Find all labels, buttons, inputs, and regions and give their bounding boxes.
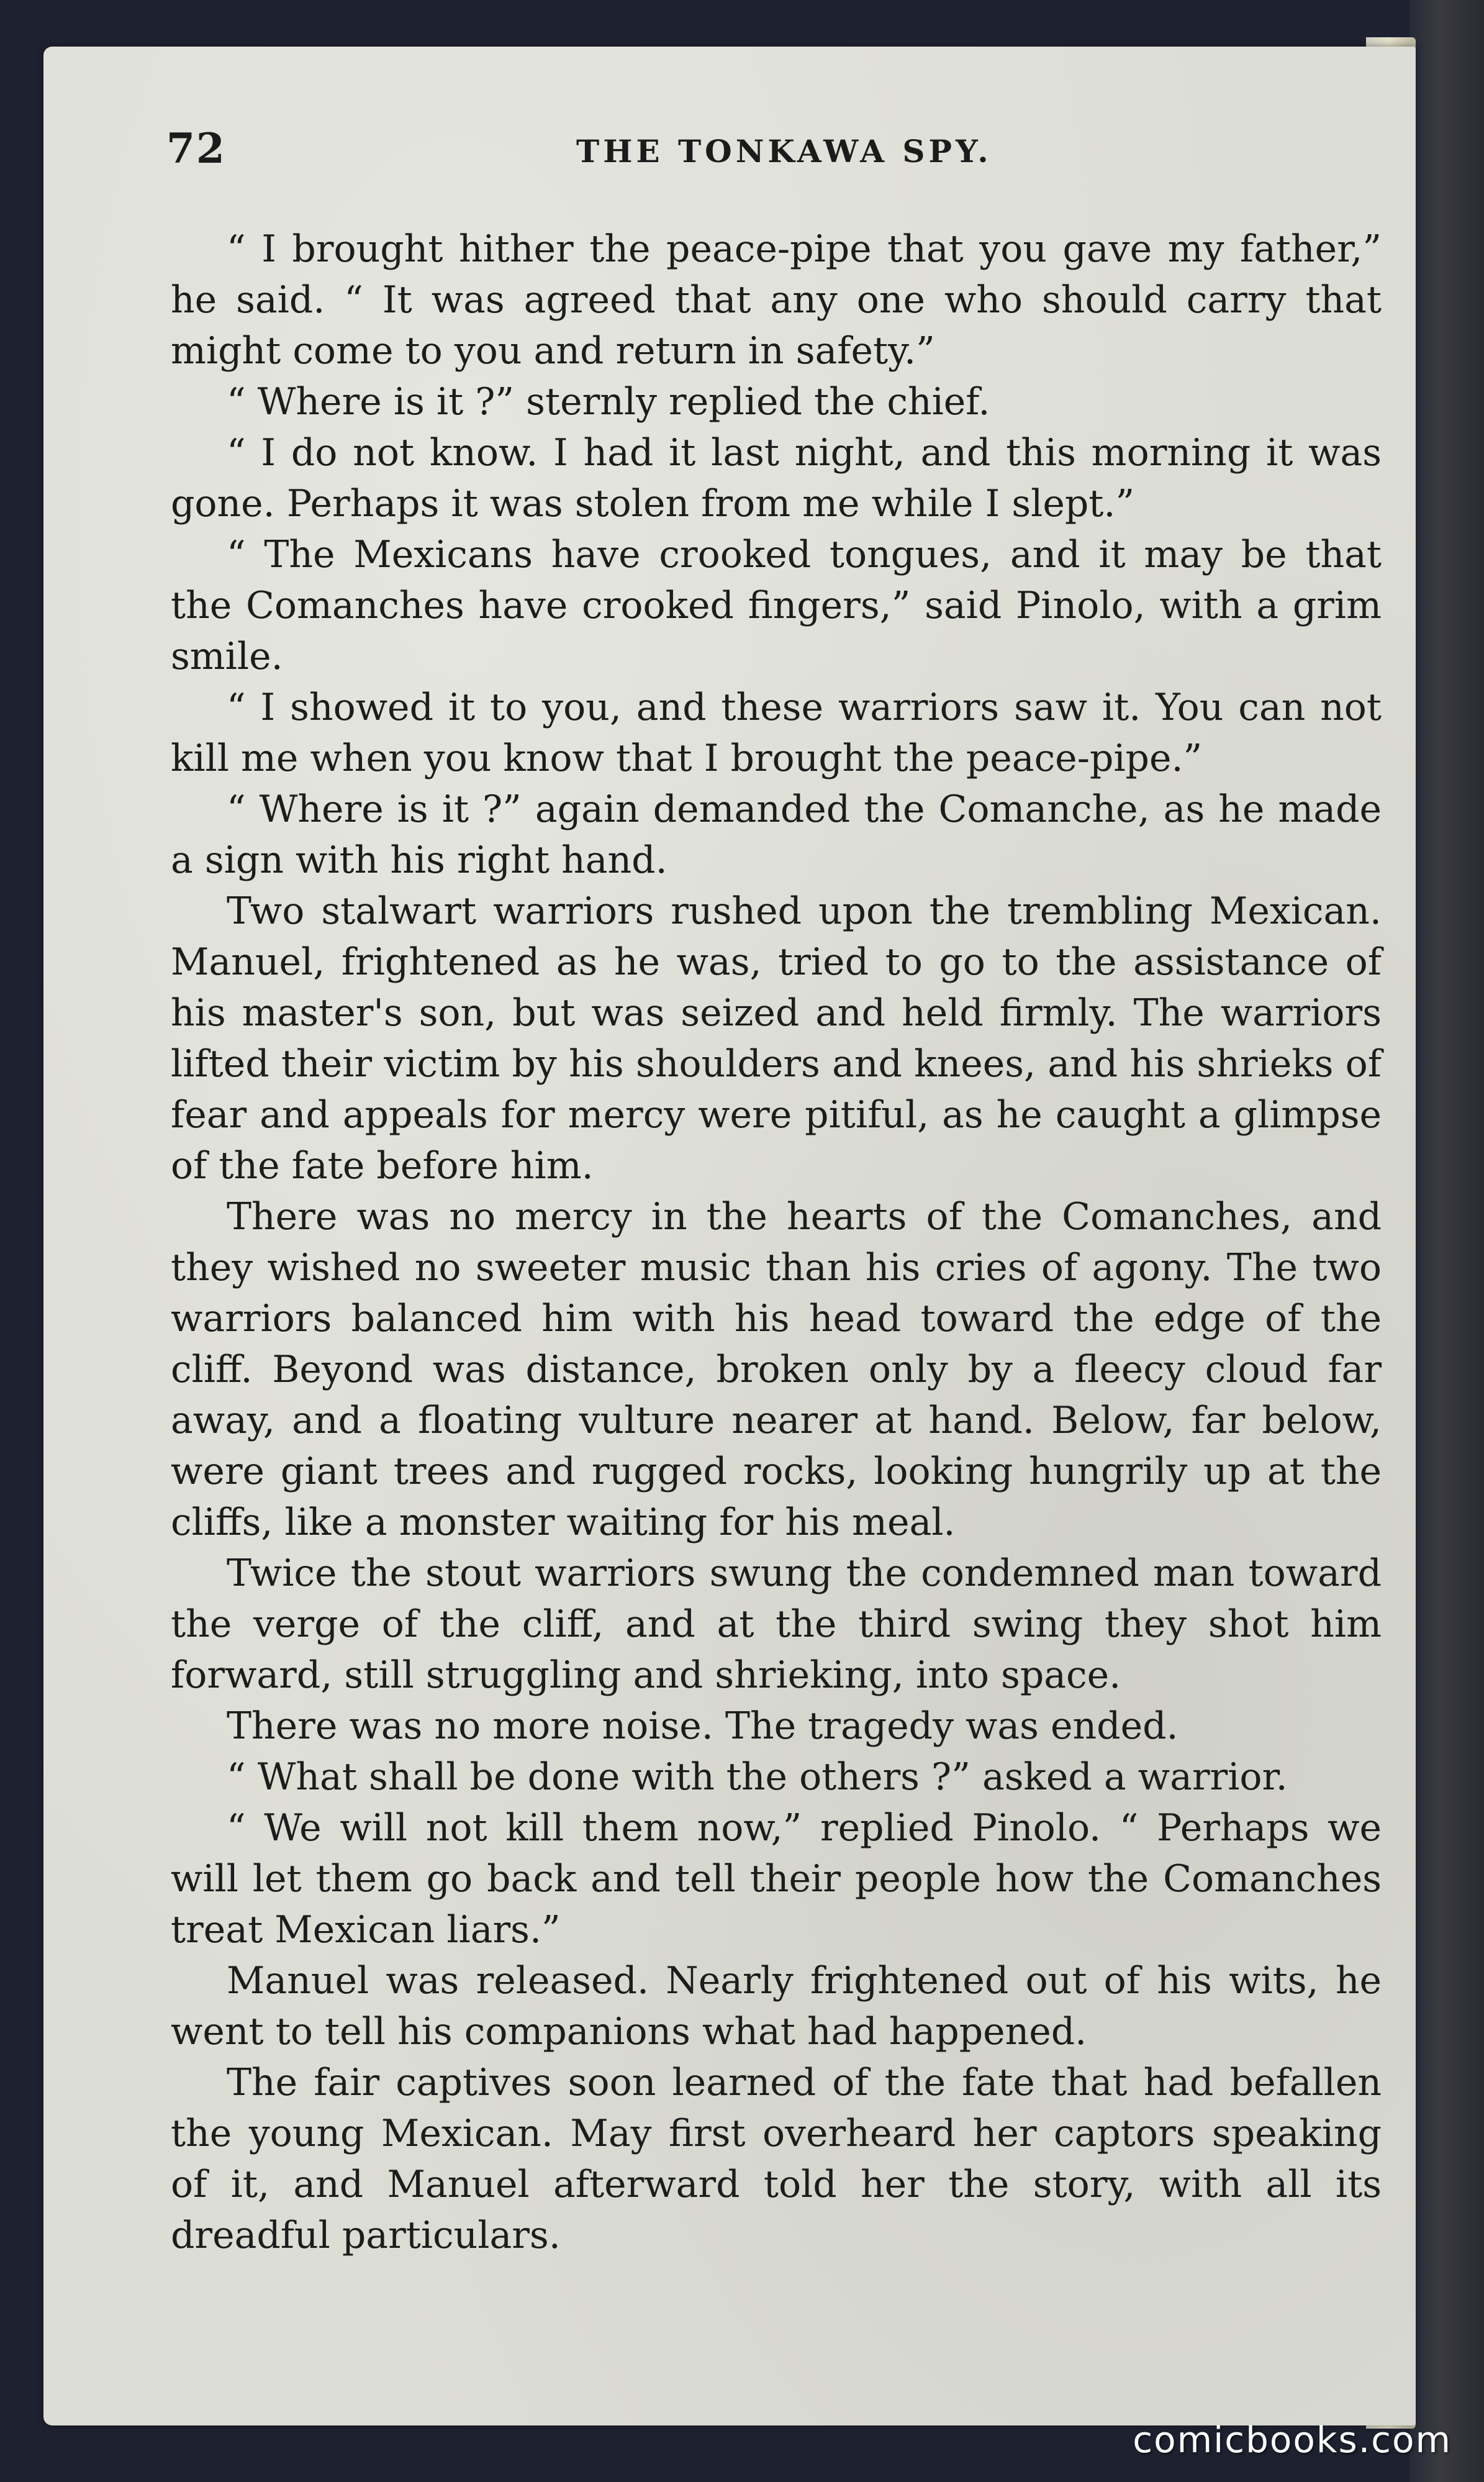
paragraph: There was no mercy in the hearts of the Comanches, and they wished no sweeter music than his cries of agony. The two warriors balanced him with his head toward the edge of the cliff. Beyond was distance, broken only by a fleecy cloud far away, and a floating vulture nearer at hand. Below, far below, were giant trees and rugged rocks, looking hungrily up at the cliffs, like a monster waiting for his meal. xyxy=(171,1195,1382,1544)
paragraph: “ I brought hither the peace-pipe that you gave my father,” he said. “ It was agreed that any one who should carry that might come to you and return in safety.” xyxy=(171,227,1382,373)
paragraph: “ What shall be done with the others ?” asked a warrior. xyxy=(227,1755,1288,1799)
paragraph: “ Where is it ?” sternly replied the chief. xyxy=(227,380,990,424)
paragraph: Two stalwart warriors rushed upon the trembling Mexican. Manuel, frightened as he was, tried to go to the assistance of his master's son, but was seized and held firmly. The warriors lifted their victim by his shoulders and knees, and his shrieks of fear and appeals for mercy were pitiful, as he caught a glimpse of the fate before him. xyxy=(171,889,1382,1188)
paragraph: “ I do not know. I had it last night, and this morning it was gone. Perhaps it was stolen from me while I slept.” xyxy=(171,431,1382,525)
page-number: 72 xyxy=(166,124,226,173)
paragraph: “ We will not kill them now,” replied Pinolo. “ Perhaps we will let them go back and tell their people how the Comanches treat Mexican liars.” xyxy=(171,1806,1382,1952)
paragraph: “ The Mexicans have crooked tongues, and it may be that the Comanches have crooked fingers,” said Pinolo, with a grim smile. xyxy=(171,533,1382,678)
paragraph: “ I showed it to you, and these warriors saw it. You can not kill me when you know that I brought the peace-pipe.” xyxy=(171,686,1382,780)
book-spine-shadow xyxy=(1409,0,1484,2482)
paragraph: There was no more noise. The tragedy was ended. xyxy=(227,1704,1179,1748)
running-head-title: THE TONKAWA SPY. xyxy=(576,133,992,170)
body-text xyxy=(171,224,1382,2261)
paragraph: “ Where is it ?” again demanded the Comanche, as he made a sign with his right hand. xyxy=(171,788,1382,882)
paragraph: The fair captives soon learned of the fate that had befallen the young Mexican. May first overheard her captors speaking of it, and Manuel afterward told her the story, with all its dreadful particulars. xyxy=(171,2061,1382,2257)
paragraph: Twice the stout warriors swung the condemned man toward the verge of the cliff, and at the third swing they shot him forward, still struggling and shrieking, into space. xyxy=(171,1552,1382,1697)
page-header xyxy=(166,124,1383,180)
paragraph: Manuel was released. Nearly frightened out of his wits, he went to tell his companions what had happened. xyxy=(171,1959,1382,2053)
site-watermark: comicbooks.com xyxy=(1133,2419,1452,2461)
